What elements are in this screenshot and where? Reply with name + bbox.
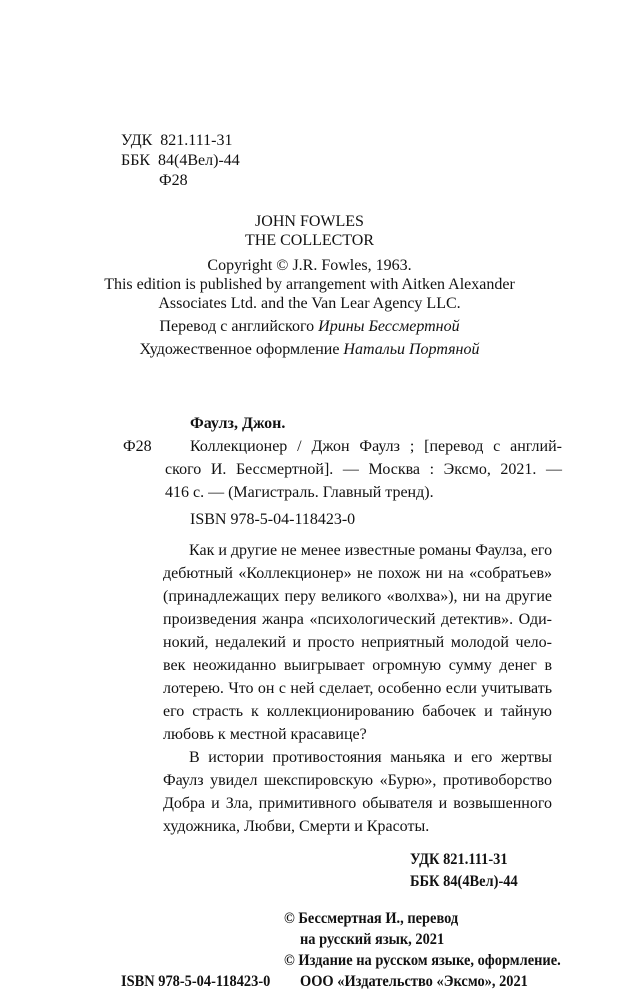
copyright-line: Copyright © J.R. Fowles, 1963. [207,257,412,274]
copyright-edition-1-text: © Издание на русском языке, оформление. [284,952,561,969]
edition-line-1: This edition is published by arrangement with Aitken Alexander [104,276,515,293]
bbk-label: ББК [121,152,151,169]
annotation-line: Добра и Зла, примитивного обывателя и возвышенного [163,795,552,812]
design-credit [0,340,619,359]
original-author: JOHN FOWLES [255,213,364,230]
annotation-line: Как и другие не менее известные романы Фаулза, его [189,542,553,559]
footer-bbk [410,873,526,891]
translation-credit [0,317,619,336]
edition-line-2: Associates Ltd. and the Van Lear Agency LLC. [158,295,461,312]
catalog-isbn: ISBN 978-5-04-118423-0 [190,511,356,528]
annotation-line: (принадлежащих перу великого «волхва»), ни на другие [163,588,552,605]
copyright-edition-2-text: ООО «Издательство «Эксмо», 2021 [300,973,528,990]
catalog-line-3: 416 с. — (Магистраль. Главный тренд). [165,484,434,501]
copyright-edition-2 [300,973,545,991]
annotation-line: дебютный «Коллекционер» не похож ни на «собратьев» [163,565,552,582]
original-title: THE COLLECTOR [244,232,375,249]
copyright-translation-1 [284,910,471,928]
footer-isbn-text: ISBN 978-5-04-118423-0 [121,973,271,990]
bbk-line [121,151,240,170]
footer-udk [410,851,515,869]
copyright-translation-1-text: © Бессмертная И., перевод [284,910,459,927]
copyright-translation-2 [300,931,455,949]
designer-name: Натальи Портяной [343,341,480,358]
copyright-translation-2-text: на русский язык, 2021 [300,931,445,948]
catalog-mark: Ф28 [123,438,152,455]
author-mark: Ф28 [159,172,188,189]
udk-value: 821.111-31 [160,132,233,149]
annotation-line: Фаулз увидел шекспировскую «Бурю», противоборство [163,772,552,789]
udk-label: УДК [121,132,153,149]
annotation-line: нокий, недалекий и просто неприятный молодой чело- [163,634,552,651]
annotation-line: любовь к местной красавице? [163,726,367,743]
footer-isbn [121,973,282,991]
footer-udk-text: УДК 821.111-31 [410,851,508,868]
annotation-line: художника, Любви, Смерти и Красоты. [163,818,430,835]
translator-name: Ирины Бессмертной [318,318,460,335]
catalog-line-1: Коллекционер / Джон Фаулз ; [перевод с англий- [190,438,562,455]
translation-label: Перевод с английского [159,318,315,335]
design-label: Художественное оформление [139,341,340,358]
footer-bbk-text: ББК 84(4Вел)-44 [410,873,518,890]
annotation-line: произведения жанра «психологический детектив». Оди- [163,611,552,628]
annotation-line: его страсть к коллекционированию бабочек и тайную [163,703,552,720]
udk-line [121,131,232,150]
bbk-value: 84(4Вел)-44 [158,152,240,169]
annotation-line: век неожиданно выигрывает огромную сумму денег в [163,657,552,674]
copyright-edition-1 [284,952,582,970]
catalog-line-2: ского И. Бессмертной]. — Москва : Эксмо, 2021. — [165,461,562,478]
catalog-heading: Фаулз, Джон. [190,415,286,432]
annotation-line: лотерею. Что он с ней сделает, особенно если учитывать [163,680,552,697]
annotation-line: В истории противостояния маньяка и его жертвы [189,749,552,766]
